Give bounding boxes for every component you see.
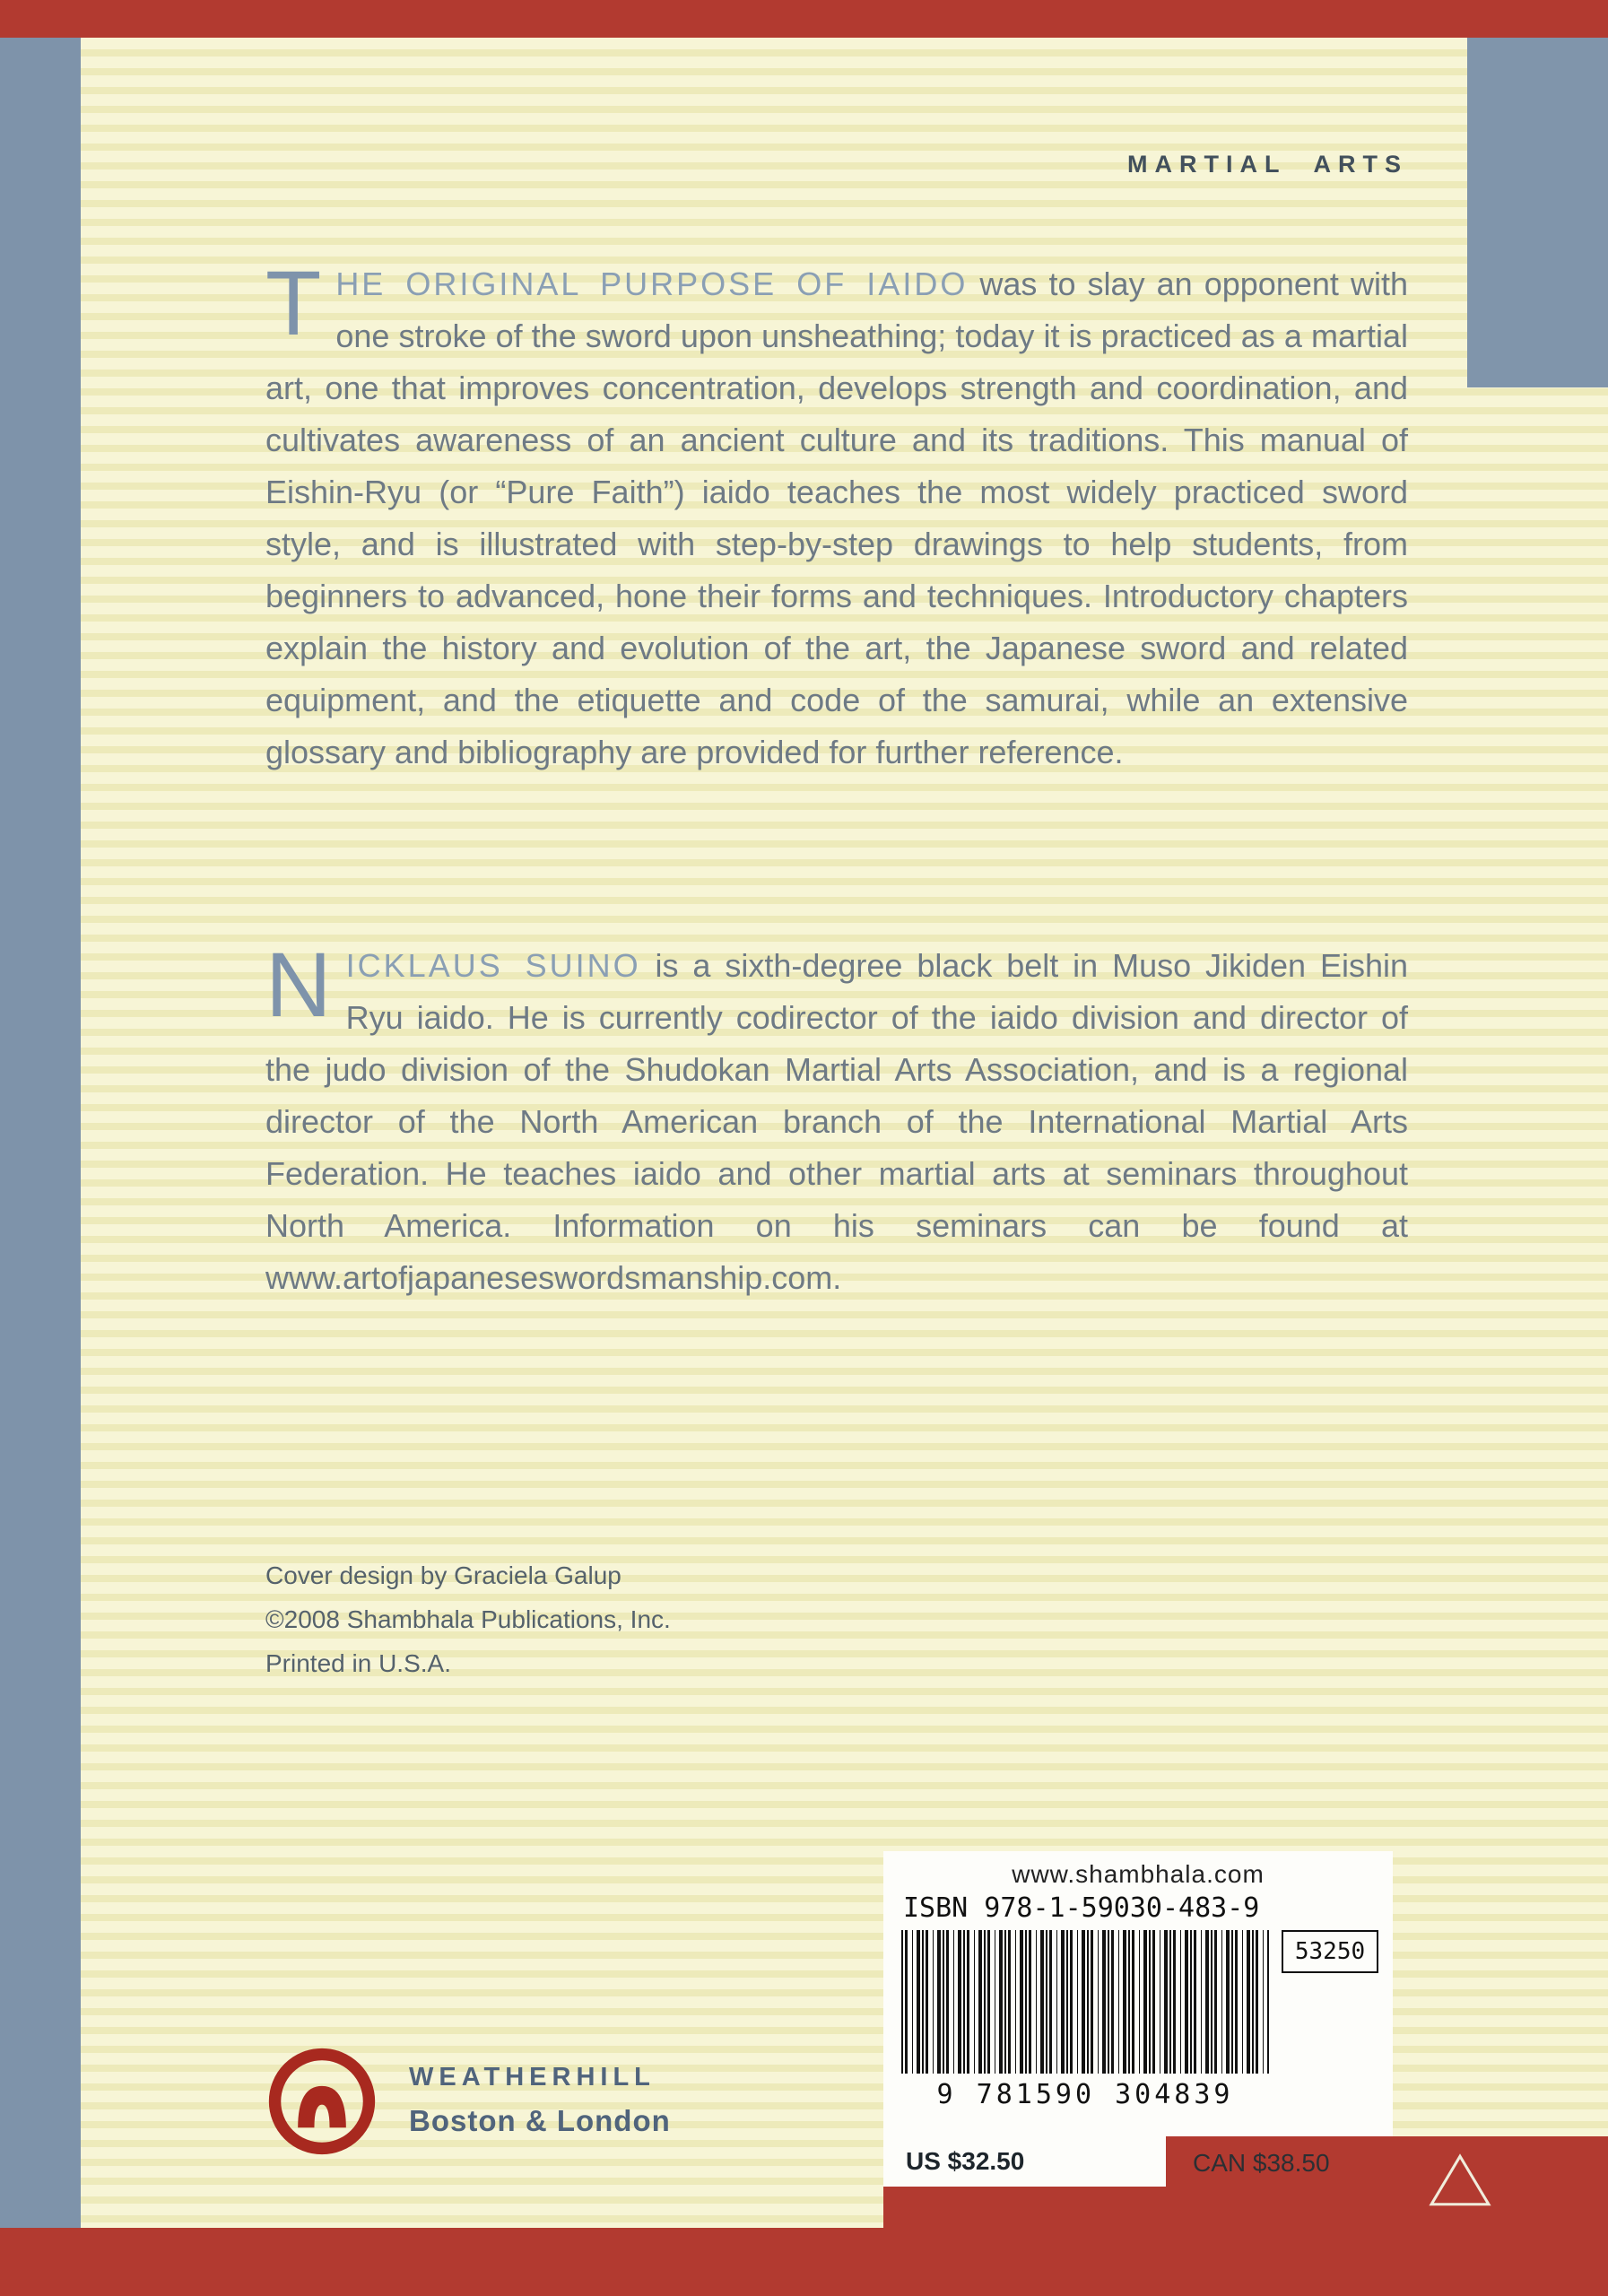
publisher-url: www.shambhala.com	[1012, 1860, 1265, 1888]
credit-design: Cover design by Graciela Galup	[265, 1561, 621, 1589]
price-us: US $32.50	[883, 2136, 1166, 2187]
price-can: CAN $38.50	[1193, 2149, 1330, 2177]
isbn-text: ISBN 978-1-59030-483-9	[903, 1892, 1260, 1924]
weatherhill-logo-icon	[267, 2047, 377, 2156]
synopsis-text: was to slay an opponent with one stroke of the sword upon unsheathing; today it is practiced as a martial art, one that improves concentration, develops strength and coordination, and cultivates awareness of an ancient culture and its traditions. This manual of Eishin-Ryu (or “Pure Faith”) iaido teaches the most widely practiced sword style, and is illustrated with step-by-step drawings to help students, from beginners to advanced, hone their forms and techniques. Introductory chapters explain the history and evolution of the art, the Japanese sword and related equipment, and the etiquette and code of the samurai, while an extensive glossary and bibliography are provided for further reference.	[265, 265, 1408, 770]
blue-left-band	[0, 38, 81, 2228]
triangle-icon	[1428, 2151, 1492, 2210]
category-label: MARTIAL ARTS	[1127, 151, 1408, 178]
dropcap-t: T	[265, 252, 322, 354]
red-bottom-band	[0, 2228, 1608, 2296]
publisher-location: Boston & London	[409, 2104, 671, 2137]
barcode-digits: 9 781590 304839	[936, 2079, 1234, 2110]
publisher-name: WEATHERHILL	[409, 2063, 656, 2092]
price-code-box: 53250	[1282, 1930, 1378, 1973]
barcode-bars	[901, 1930, 1269, 2074]
credit-printed: Printed in U.S.A.	[265, 1649, 451, 1677]
credit-copyright: ©2008 Shambhala Publications, Inc.	[265, 1605, 671, 1633]
author-leadin: ICKLAUS SUINO	[345, 947, 641, 984]
synopsis-leadin: HE ORIGINAL PURPOSE OF IAIDO	[335, 265, 969, 302]
red-top-band	[0, 0, 1608, 38]
author-text: is a sixth-degree black belt in Muso Jikiden Eishin Ryu iaido. He is currently codirector of the iaido division and director of the judo division of the Shudokan Martial Arts Association, and is a regional director of the North American branch of the International Martial Arts Federation. He teaches iaido and other martial arts at seminars throughout North America. Information on his seminars can be found at www.artofjapaneseswordsmanship.com.	[265, 947, 1409, 1296]
barcode-panel	[883, 1851, 1393, 2136]
synopsis-paragraph	[265, 252, 1408, 778]
author-paragraph	[265, 934, 1409, 1304]
blue-corner-block	[1467, 38, 1608, 387]
credits-block	[265, 1553, 671, 1685]
dropcap-n: N	[265, 934, 332, 1036]
